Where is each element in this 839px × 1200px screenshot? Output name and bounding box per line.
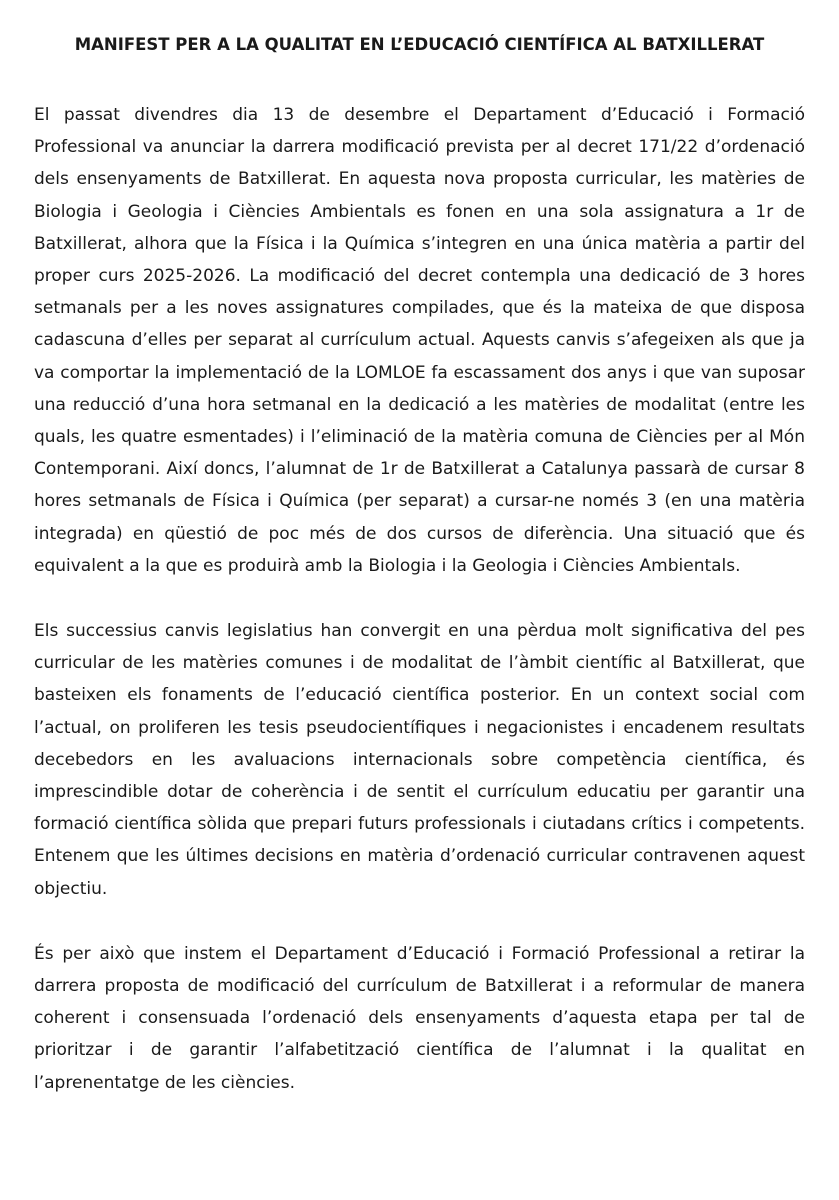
paragraph-3: És per això que instem el Departament d’Educació i Formació Professional a retirar la darrera proposta de modificació del currículum de Batxillerat i a reformular de manera coherent i consensuada l’ordenació dels ensenyaments d’aquesta etapa per tal de prioritzar i de garantir l’alfabetització científica de l’alumnat i la qualitat en l’aprenentatge de les ciències. — [34, 943, 805, 1093]
paragraph-1: El passat divendres dia 13 de desembre el Departament d’Educació i Formació Professional va anunciar la darrera modificació prevista per al decret 171/22 d’ordenació dels ensenyaments de Batxillerat. En aquesta nova proposta curricular, les matèries de Biologia i Geologia i Ciències Ambientals es fonen en una sola assignatura a 1r de Batxillerat, alhora que la Física i la Química s’integren en una única matèria a partir del proper curs 2025-2026. La modificació del decret contempla una dedicació de 3 hores setmanals per a les noves assignatures compilades, que és la mateixa de que disposa cadascuna d’elles per separat al currículum actual. Aquests canvis s’afegeixen als que ja va comportar la implementació de la LOMLOE fa escassament dos anys i que van suposar una reducció d’una hora setmanal en la dedicació a les matèries de modalitat (entre les quals, les quatre esmentades) i l’eliminació de la matèria comuna de Ciències per al Món Contemporani. Així doncs, l’alumnat de 1r de Batxillerat a Catalunya passarà de cursar 8 hores setmanals de Física i Química (per separat) a cursar-ne només 3 (en una matèria integrada) en qüestió de poc més de dos cursos de diferència. Una situació que és equivalent a la que es produirà amb la Biologia i la Geologia i Ciències Ambientals. — [34, 105, 805, 576]
document-title: MANIFEST PER A LA QUALITAT EN L’EDUCACIÓ CIENTÍFICA AL BATXILLERAT — [74, 35, 765, 54]
paragraph-2: Els successius canvis legislatius han convergit en una pèrdua molt significativa del pes curricular de les matèries comunes i de modalitat de l’àmbit científic al Batxillerat, que basteixen els fonaments de l’educació científica posterior. En un context social com l’actual, on proliferen les tesis pseudocientífiques i negacionistes i encadenem resultats decebedors en les avaluacions internacionals sobre competència científica, és imprescindible dotar de coherència i de sentit el currículum educatiu per garantir una formació científica sòlida que prepari futurs professionals i ciutadans crítics i competents. Entenem que les últimes decisions en matèria d’ordenació curricular contravenen aquest objectiu. — [34, 621, 805, 899]
